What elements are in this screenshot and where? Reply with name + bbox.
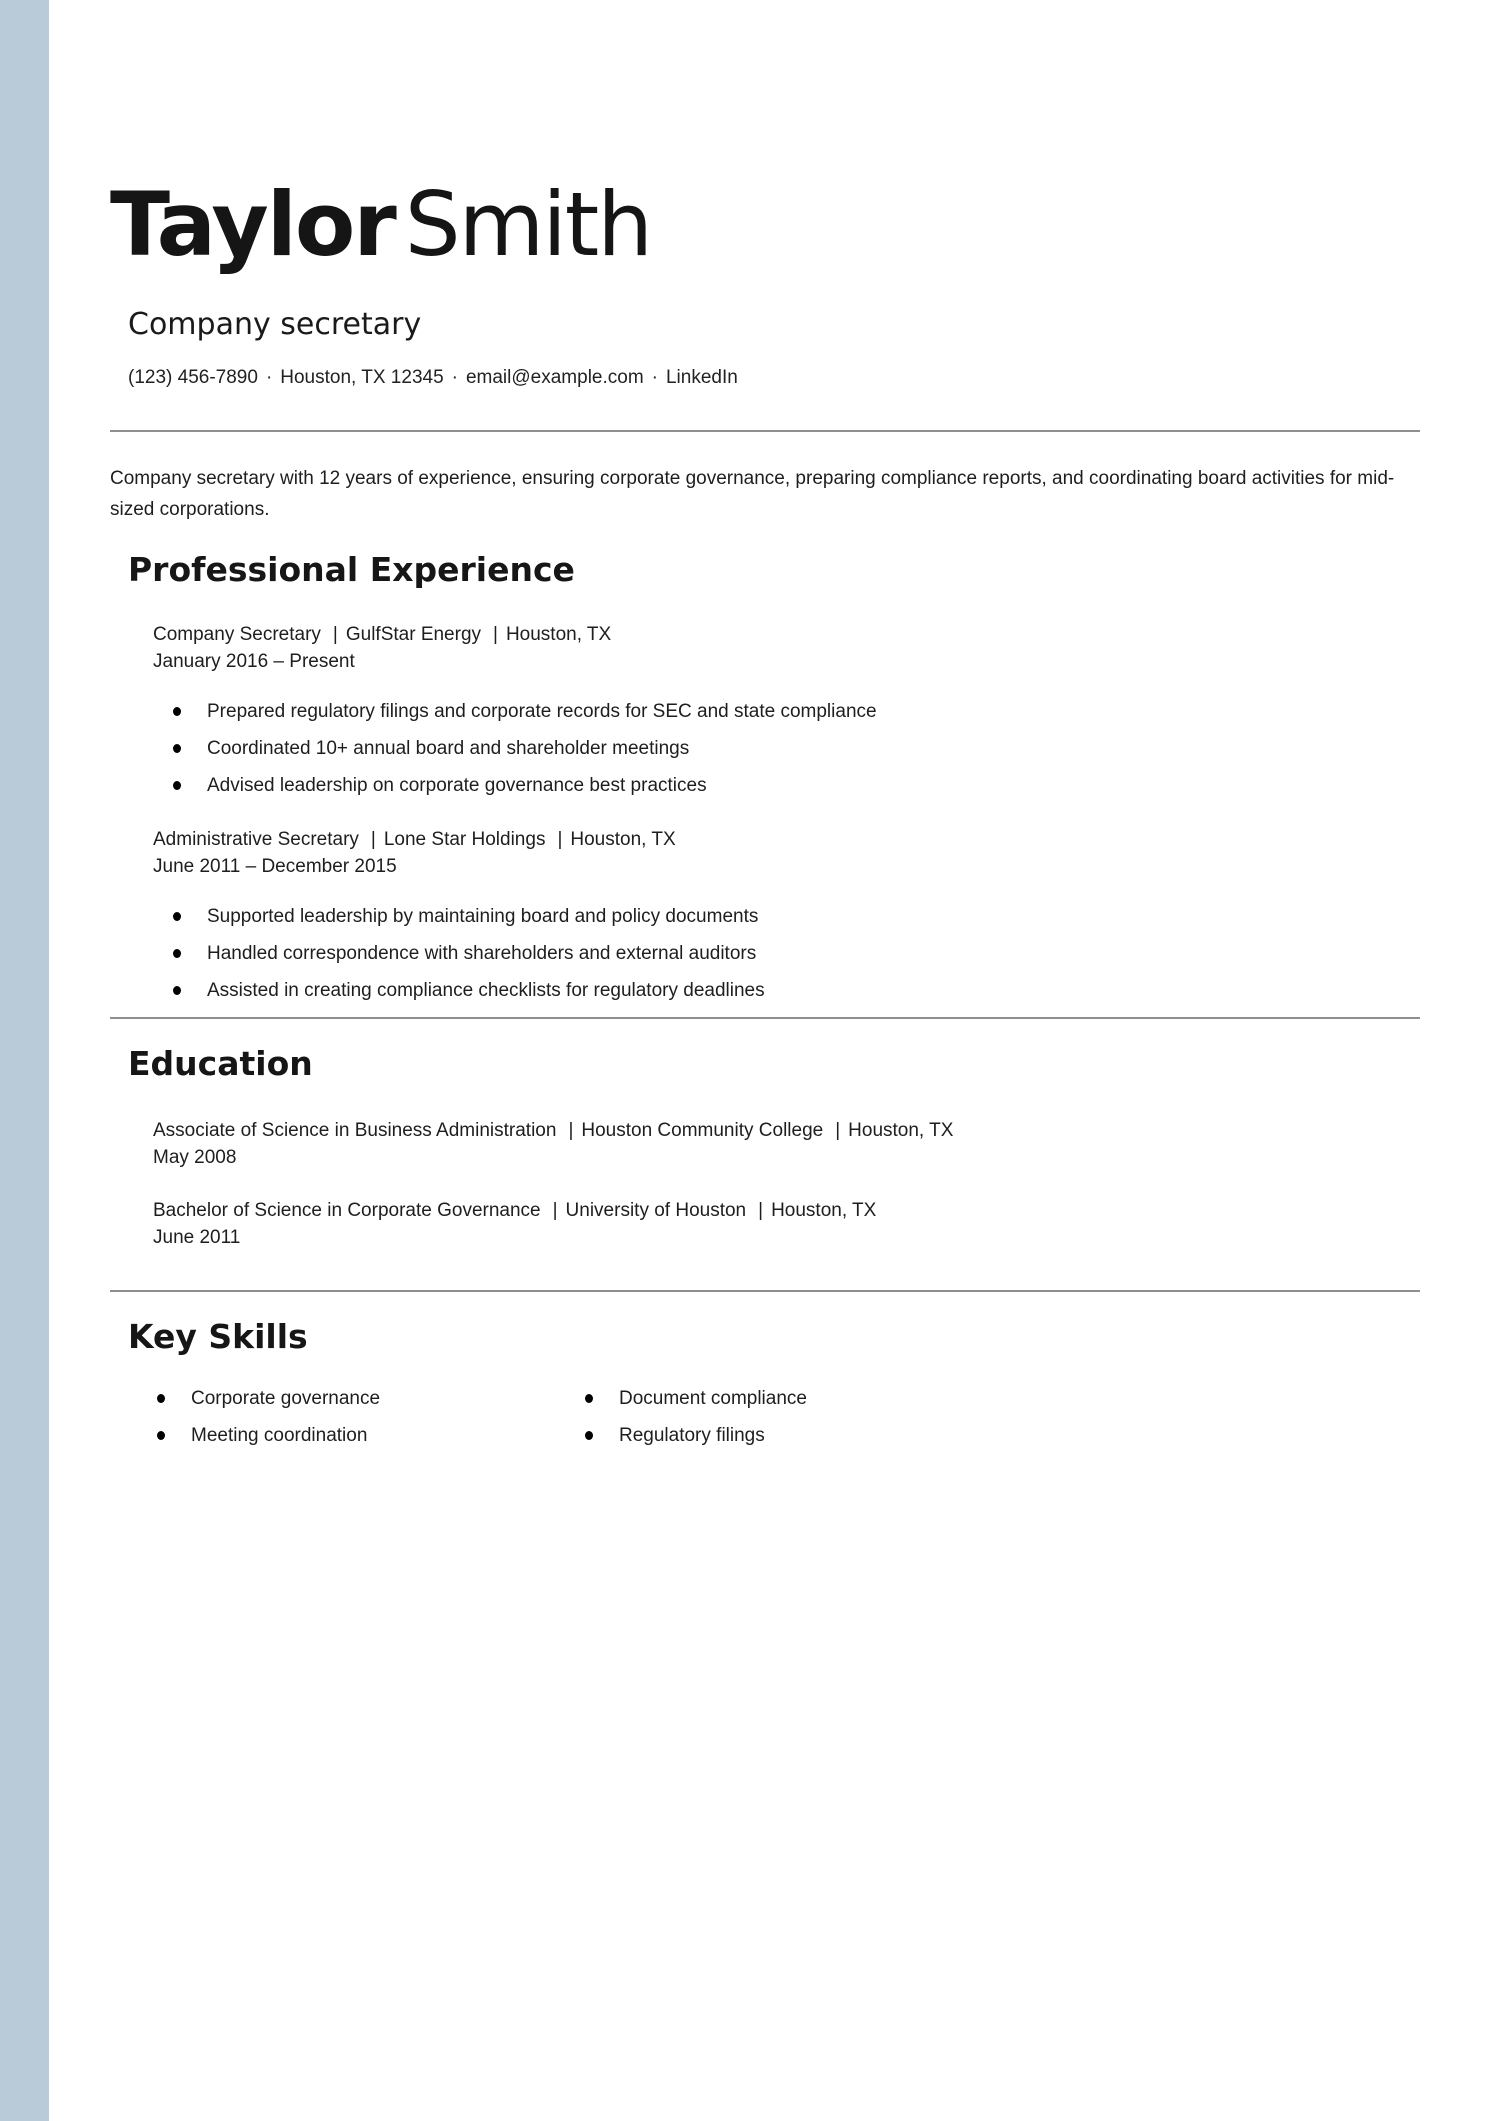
section-education: [110, 1043, 1420, 1251]
job-location: Houston, TX: [505, 624, 612, 645]
job-entry: [110, 826, 1420, 880]
education-title-line: [153, 1117, 1420, 1144]
job-dates: January 2016 – Present: [153, 651, 355, 672]
resume-page: [110, 0, 1420, 1462]
skill-item: [157, 1425, 585, 1447]
left-accent-stripe: [0, 0, 49, 2121]
skill-text: Corporate governance: [191, 1388, 381, 1409]
education-date: May 2008: [153, 1147, 237, 1168]
first-name: Taylor: [110, 173, 395, 276]
pipe-separator: |: [568, 1120, 574, 1141]
skills-list: [585, 1388, 807, 1447]
skill-item: [585, 1388, 807, 1410]
job-title-line: [153, 826, 1420, 853]
job-company: GulfStar Energy: [345, 624, 482, 645]
job-title: Company secretary: [128, 307, 422, 342]
skill-text: Meeting coordination: [191, 1425, 368, 1446]
job-role: Administrative Secretary: [153, 829, 359, 850]
education-heading: Education: [128, 1044, 313, 1083]
job-bullet-list: [110, 906, 1420, 1002]
bullet-icon: [173, 986, 181, 995]
job-role: Company Secretary: [153, 624, 321, 645]
location-text: Houston, TX 12345: [280, 367, 444, 388]
education-school: University of Houston: [565, 1200, 747, 1221]
section-skills: [110, 1316, 1420, 1462]
bullet-item: [173, 738, 1420, 760]
skills-column: [110, 1388, 585, 1462]
bullet-text: Prepared regulatory filings and corporate records for SEC and state compliance: [207, 701, 877, 722]
skill-text: Regulatory filings: [619, 1425, 765, 1446]
bullet-item: [173, 775, 1420, 797]
dot-separator: ·: [265, 367, 273, 388]
education-date: June 2011: [153, 1227, 241, 1248]
job-company: Lone Star Holdings: [383, 829, 546, 850]
section-experience: [110, 549, 1420, 1002]
bullet-icon: [173, 949, 181, 958]
skills-columns: [110, 1388, 1420, 1462]
last-name: Smith: [404, 173, 652, 276]
bullet-icon: [173, 744, 181, 753]
resume-header: [110, 173, 1420, 389]
bullet-text: Advised leadership on corporate governance best practices: [207, 775, 707, 796]
dot-separator: ·: [451, 367, 458, 388]
education-location: Houston, TX: [771, 1200, 877, 1221]
education-title-line: [153, 1197, 1420, 1224]
pipe-separator: |: [758, 1200, 764, 1221]
bullet-icon: [157, 1394, 165, 1403]
bullet-text: Assisted in creating compliance checklists for regulatory deadlines: [207, 980, 765, 1001]
bullet-item: [173, 906, 1420, 928]
experience-heading: Professional Experience: [128, 550, 575, 589]
pipe-separator: |: [332, 624, 338, 645]
person-name: [110, 173, 1420, 276]
divider-education: [110, 1290, 1420, 1292]
bullet-item: [173, 943, 1420, 965]
job-entry: [110, 621, 1420, 675]
email-text: email@example.com: [465, 367, 644, 388]
contact-line: [110, 366, 1420, 389]
bullet-text: Handled correspondence with shareholders and external auditors: [207, 943, 757, 964]
pipe-separator: |: [493, 624, 498, 645]
job-title-line: [153, 621, 1420, 648]
bullet-icon: [173, 781, 181, 790]
divider-header: [110, 430, 1420, 432]
skills-column: [585, 1388, 807, 1462]
skill-text: Document compliance: [619, 1388, 807, 1409]
bullet-item: [173, 701, 1420, 723]
bullet-icon: [173, 912, 181, 921]
divider-experience: [110, 1017, 1420, 1019]
skill-item: [585, 1425, 807, 1447]
skill-item: [157, 1388, 585, 1410]
skills-heading: Key Skills: [128, 1317, 308, 1356]
job-bullet-list: [110, 701, 1420, 797]
education-school: Houston Community College: [581, 1120, 824, 1141]
summary-paragraph: Company secretary with 12 years of experience, ensuring corporate governance, preparing compliance reports, and coordinating board activities for mid-sized corporations.: [110, 468, 1395, 520]
bullet-icon: [173, 707, 181, 716]
job-location: Houston, TX: [570, 829, 676, 850]
bullet-icon: [585, 1394, 593, 1403]
pipe-separator: |: [835, 1120, 841, 1141]
job-dates: June 2011 – December 2015: [153, 856, 397, 877]
bullet-text: Coordinated 10+ annual board and shareholder meetings: [207, 738, 690, 759]
bullet-text: Supported leadership by maintaining board and policy documents: [207, 906, 759, 927]
linkedin-link[interactable]: LinkedIn: [665, 367, 738, 388]
bullet-icon: [157, 1431, 165, 1440]
skills-list: [110, 1388, 585, 1447]
education-entry: [110, 1197, 1420, 1251]
bullet-icon: [585, 1431, 593, 1440]
pipe-separator: |: [552, 1200, 558, 1221]
phone-number: (123) 456-7890: [128, 367, 258, 388]
pipe-separator: |: [370, 829, 376, 850]
education-location: Houston, TX: [848, 1120, 954, 1141]
education-degree: Bachelor of Science in Corporate Governance: [153, 1200, 541, 1221]
dot-separator: ·: [651, 367, 658, 388]
bullet-item: [173, 980, 1420, 1002]
education-degree: Associate of Science in Business Administration: [153, 1120, 557, 1141]
education-entry: [110, 1117, 1420, 1171]
pipe-separator: |: [557, 829, 563, 850]
